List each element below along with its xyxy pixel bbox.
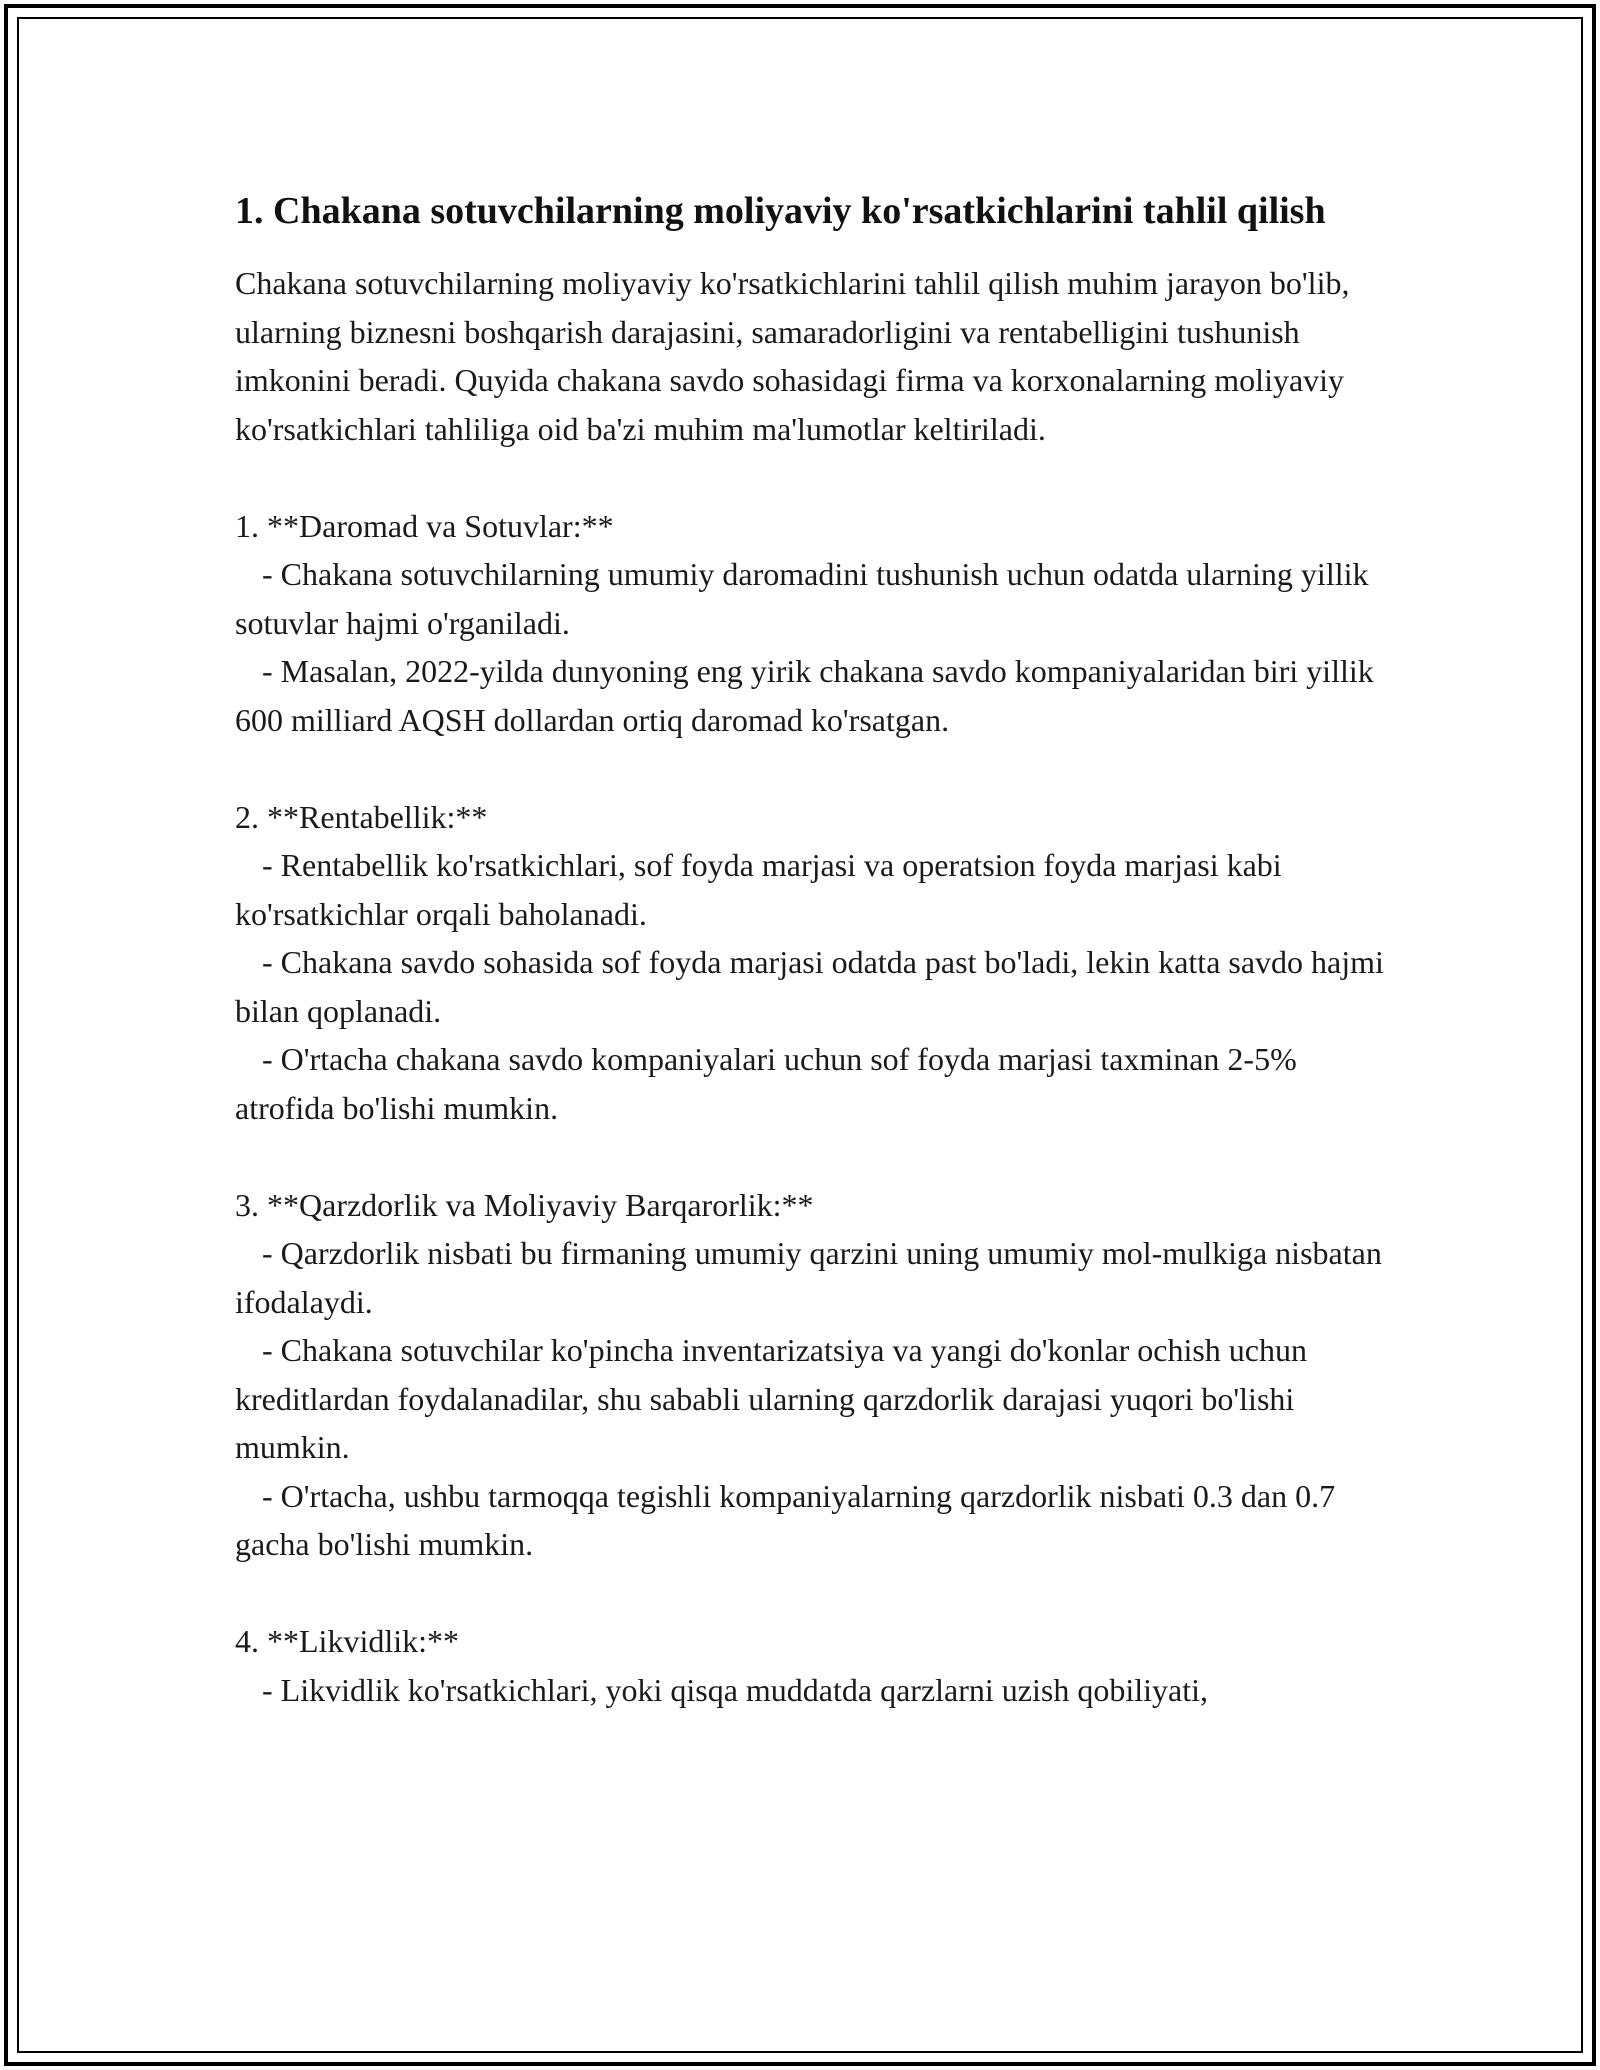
section-heading: 1. **Daromad va Sotuvlar:** xyxy=(235,507,614,544)
bullet-item: - Qarzdorlik nisbati bu firmaning umumiy qarzini uning umumiy mol-mulkiga nisbatan ifodalaydi. xyxy=(235,1235,1382,1320)
section-heading: 4. **Likvidlik:** xyxy=(235,1623,459,1659)
bullet-item: - Chakana sotuvchilar ko'pincha inventarizatsiya va yangi do'konlar ochish uchun kreditlardan foydalanadilar, shu sababli ularning qarzdorlik darajasi yuqori bo'lishi mumkin. xyxy=(235,1332,1307,1465)
spacer xyxy=(235,744,1385,793)
bullet-item: - Chakana savdo sohasida sof foyda marjasi odatda past bo'ladi, lekin katta savdo hajmi bilan qoplanadi. xyxy=(235,944,1384,1029)
bullet-item: - Likvidlik ko'rsatkichlari, yoki qisqa muddatda qarzlarni uzish qobiliyati, xyxy=(262,1671,1208,1708)
document-title: 1. Chakana sotuvchilarning moliyaviy ko'rsatkichlarini tahlil qilish xyxy=(235,190,1326,232)
bullet-item: - Rentabellik ko'rsatkichlari, sof foyda marjasi va operatsion foyda marjasi kabi ko'rsatkichlar orqali baholanadi. xyxy=(235,847,1282,932)
intro-paragraph: Chakana sotuvchilarning moliyaviy ko'rsatkichlarini tahlil qilish muhim jarayon bo'lib, ularning biznesni boshqarish darajasini, samaradorligini va rentabelligini tushunish imkonini beradi. Quyida chakana savdo sohasidagi firma va korxonalarning moliyaviy ko'rsatkichlari tahliliga oid ba'zi muhim ma'lumotlar keltiriladi. xyxy=(235,265,1350,447)
bullet-item: - Masalan, 2022-yilda dunyoning eng yirik chakana savdo kompaniyalaridan biri yillik 600 milliard AQSH dollardan ortiq daromad ko'rsatgan. xyxy=(235,653,1374,738)
bullet-item: - O'rtacha, ushbu tarmoqqa tegishli kompaniyalarning qarzdorlik nisbati 0.3 dan 0.7 gacha bo'lishi mumkin. xyxy=(235,1477,1336,1562)
section-likvidlik xyxy=(235,1617,1385,1714)
spacer xyxy=(235,453,1385,502)
section-daromad xyxy=(235,502,1385,745)
section-rentabellik xyxy=(235,793,1385,1133)
document-body xyxy=(235,183,1385,1714)
section-qarzdorlik xyxy=(235,1181,1385,1569)
section-heading: 2. **Rentabellik:** xyxy=(235,798,488,835)
bullet-item: - Chakana sotuvchilarning umumiy daromadini tushunish uchun odatda ularning yillik sotuvlar hajmi o'rganiladi. xyxy=(235,556,1369,641)
spacer xyxy=(235,1132,1385,1181)
spacer xyxy=(235,1569,1385,1618)
section-heading: 3. **Qarzdorlik va Moliyaviy Barqarorlik:** xyxy=(235,1186,814,1223)
bullet-item: - O'rtacha chakana savdo kompaniyalari uchun sof foyda marjasi taxminan 2-5% atrofida bo'lishi mumkin. xyxy=(235,1041,1297,1126)
